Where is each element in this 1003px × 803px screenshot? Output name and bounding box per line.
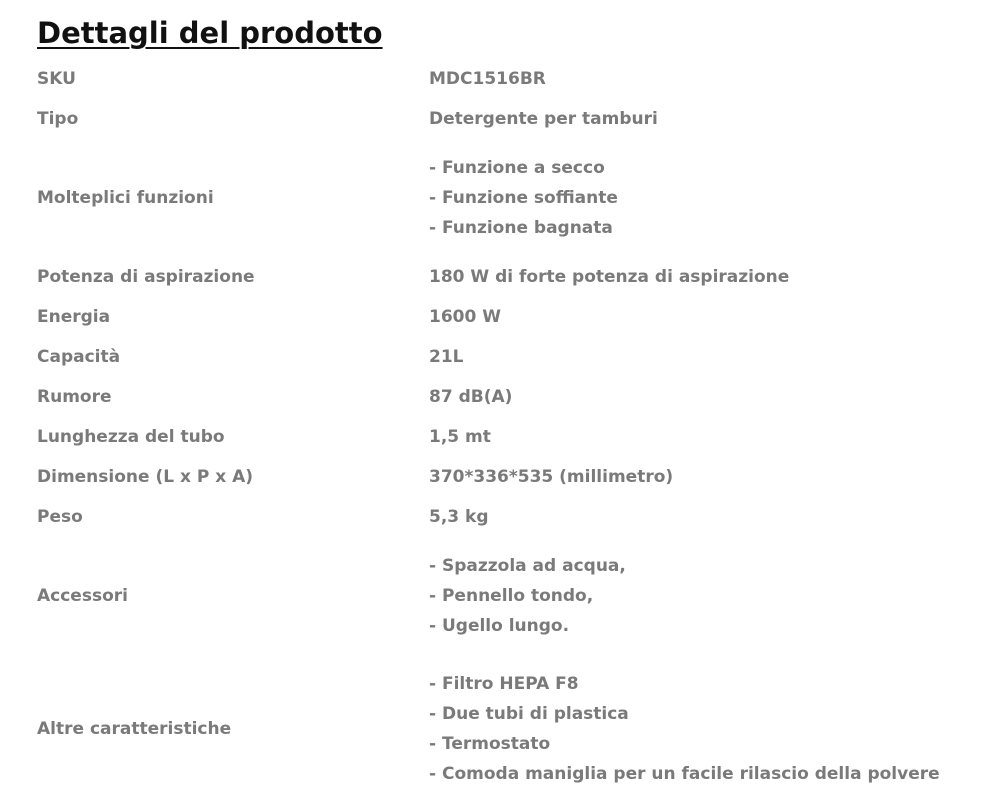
spec-value-list bbox=[429, 669, 987, 789]
spec-row-funzioni bbox=[37, 139, 987, 257]
list-item: - Pennello tondo, bbox=[429, 586, 594, 606]
list-item: - Funzione a secco bbox=[429, 158, 605, 178]
spec-value: 180 W di forte potenza di aspirazione bbox=[429, 267, 790, 287]
spec-label: Capacità bbox=[37, 347, 121, 367]
page-title: Dettagli del prodotto bbox=[37, 16, 383, 50]
specs-table bbox=[37, 59, 987, 803]
spec-label: Lunghezza del tubo bbox=[37, 427, 225, 447]
spec-row-tipo bbox=[37, 99, 987, 139]
spec-label: Dimensione (L x P x A) bbox=[37, 467, 254, 487]
spec-label: Accessori bbox=[37, 586, 128, 606]
spec-value: 5,3 kg bbox=[429, 507, 489, 527]
list-item: - Ugello lungo. bbox=[429, 616, 570, 636]
spec-value: Detergente per tamburi bbox=[429, 109, 658, 129]
spec-value: 1600 W bbox=[429, 307, 501, 327]
spec-value-list bbox=[429, 153, 987, 243]
spec-row-peso bbox=[37, 497, 987, 537]
spec-label: Molteplici funzioni bbox=[37, 188, 214, 208]
spec-label: Tipo bbox=[37, 109, 79, 129]
spec-label: SKU bbox=[37, 69, 76, 89]
spec-value: 370*336*535 (millimetro) bbox=[429, 467, 674, 487]
spec-label: Altre caratteristiche bbox=[37, 719, 232, 739]
spec-row-altre bbox=[37, 655, 987, 803]
spec-label: Peso bbox=[37, 507, 83, 527]
spec-row-tubo bbox=[37, 417, 987, 457]
spec-row-energia bbox=[37, 297, 987, 337]
spec-value: 87 dB(A) bbox=[429, 387, 513, 407]
spec-row-potenza bbox=[37, 257, 987, 297]
list-item: - Spazzola ad acqua, bbox=[429, 556, 626, 576]
spec-label: Potenza di aspirazione bbox=[37, 267, 255, 287]
spec-value-list bbox=[429, 551, 987, 641]
spec-row-capacita bbox=[37, 337, 987, 377]
spec-row-accessori bbox=[37, 537, 987, 655]
spec-label: Rumore bbox=[37, 387, 112, 407]
list-item: - Filtro HEPA F8 bbox=[429, 674, 579, 694]
list-item: - Termostato bbox=[429, 734, 551, 754]
list-item: - Due tubi di plastica bbox=[429, 704, 629, 724]
spec-value: 1,5 mt bbox=[429, 427, 491, 447]
spec-value: 21L bbox=[429, 347, 464, 367]
spec-value: MDC1516BR bbox=[429, 69, 546, 89]
spec-label: Energia bbox=[37, 307, 111, 327]
list-item: - Funzione bagnata bbox=[429, 218, 613, 238]
spec-row-rumore bbox=[37, 377, 987, 417]
list-item: - Funzione soffiante bbox=[429, 188, 618, 208]
spec-row-sku bbox=[37, 59, 987, 99]
list-item: - Comoda maniglia per un facile rilascio della polvere bbox=[429, 764, 940, 784]
spec-row-dimensione bbox=[37, 457, 987, 497]
